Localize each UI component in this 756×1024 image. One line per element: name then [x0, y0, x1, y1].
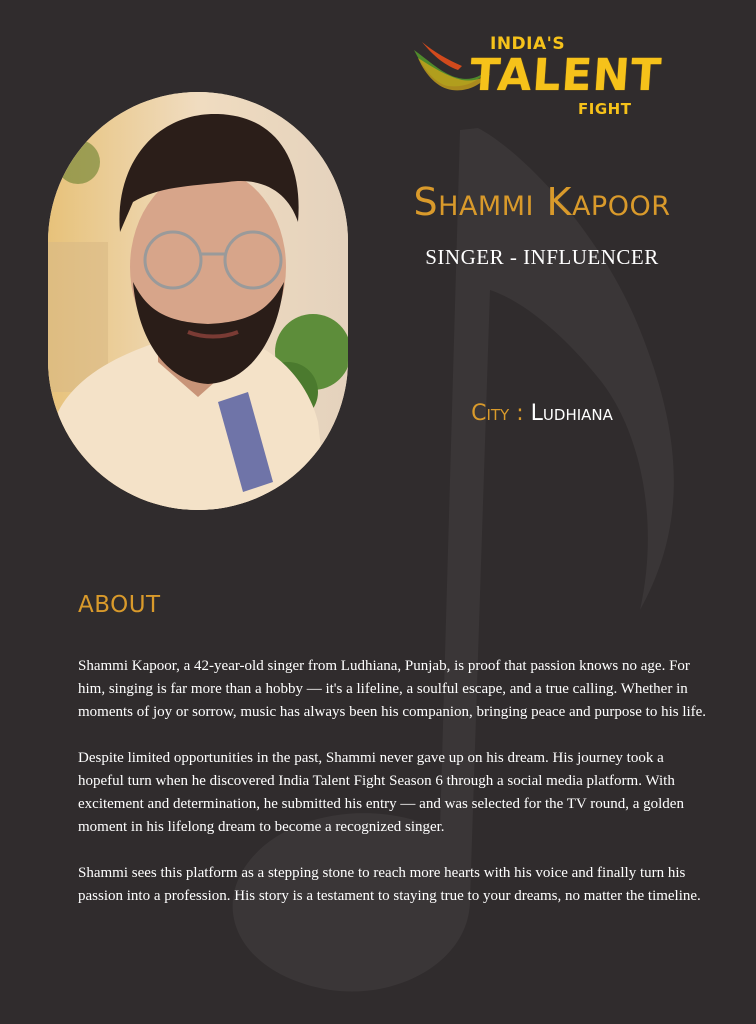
- profile-name: Shammi Kapoor: [413, 180, 671, 224]
- city-value: Ludhiana: [530, 401, 613, 426]
- city-label: City: [471, 401, 510, 426]
- brand-logo: [408, 30, 664, 122]
- about-paragraph: Shammi sees this platform as a stepping stone to reach more hearts with his voice and finally turn his passion into a profession. His story is a testament to staying true to your dreams, no matter the timeline.: [78, 865, 701, 904]
- about-body: [78, 655, 708, 931]
- profile-role: SINGER - INFLUENCER: [425, 245, 659, 269]
- about-paragraph: Shammi Kapoor, a 42-year-old singer from Ludhiana, Punjab, is proof that passion knows no age. For him, singing is far more than a hobby — it's a lifeline, a soulful escape, and a true calling. Whether in moments of joy or sorrow, music has always been his companion, bringing peace and purpose to his life.: [78, 658, 707, 720]
- about-paragraph: Despite limited opportunities in the past, Shammi never gave up on his dream. His journey took a hopeful turn when he discovered India Talent Fight Season 6 through a social media platform. With excitement and determination, he submitted his entry — and was selected for the TV round, a golden moment in his lifelong dream to become a recognized singer.: [78, 750, 684, 835]
- logo-line-2: TALENT: [468, 50, 664, 101]
- logo-line-1: INDIA'S: [490, 34, 566, 54]
- logo-line-3: FIGHT: [578, 100, 632, 118]
- profile-city: [352, 401, 732, 426]
- profile-photo: [48, 92, 348, 510]
- about-heading: ABOUT: [78, 592, 161, 618]
- city-separator: :: [516, 401, 524, 426]
